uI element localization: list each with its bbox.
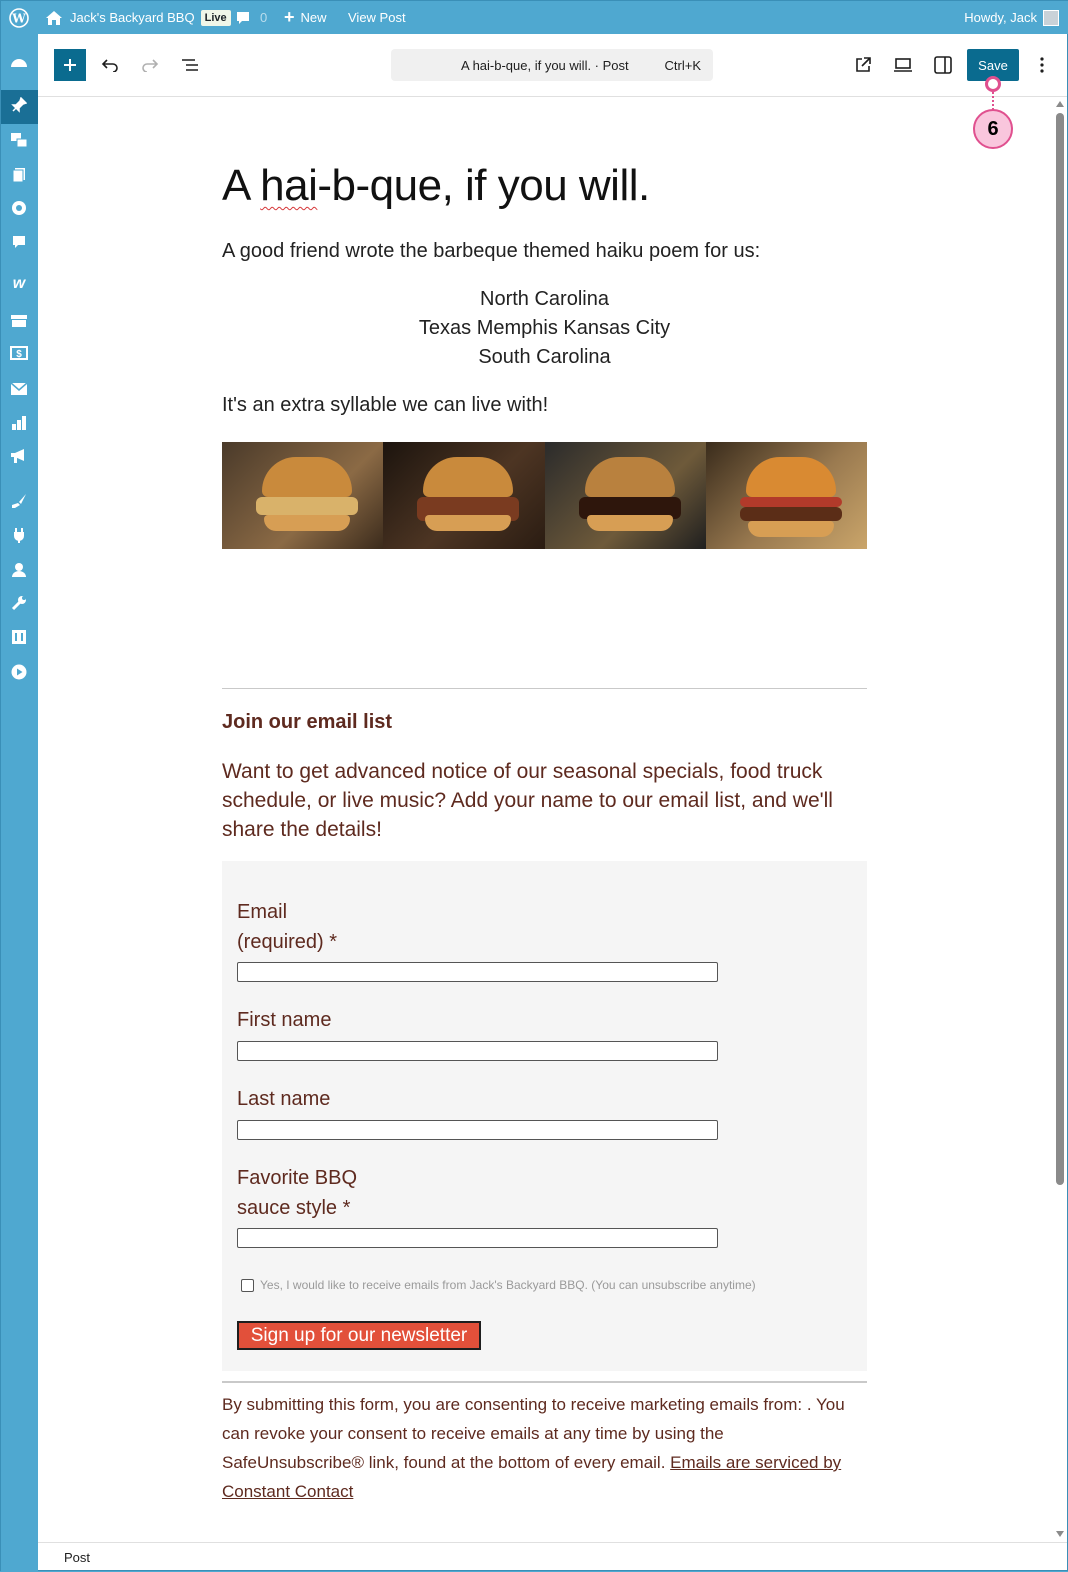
email-list-heading[interactable]: Join our email list [222, 711, 393, 733]
last-name-field[interactable] [237, 1120, 718, 1140]
editor-footer [38, 1542, 1067, 1570]
svg-text:$: $ [16, 349, 22, 360]
undo-icon [101, 58, 119, 72]
document-overview-button[interactable] [174, 49, 206, 81]
avatar [1043, 10, 1059, 26]
sauce-style-label [237, 1163, 437, 1223]
post-title[interactable] [222, 161, 650, 211]
email-icon[interactable] [9, 379, 29, 399]
external-link-icon [855, 57, 871, 73]
post-title-suffix: -b-que, if you will. [317, 161, 650, 210]
payments-icon[interactable] [9, 343, 29, 363]
pages-icon[interactable] [9, 165, 29, 185]
posts-icon[interactable] [9, 95, 29, 115]
scroll-thumb[interactable] [1056, 113, 1064, 1185]
block-editor [38, 34, 1067, 1570]
after-haiku-paragraph[interactable]: It's an extra syllable we can live with! [222, 394, 549, 416]
redo-icon [141, 58, 159, 72]
comment-bubble-icon [235, 10, 251, 26]
gallery-image-chicken-burger[interactable] [222, 442, 383, 549]
view-post-link[interactable]: View Post [348, 10, 406, 25]
first-name-field[interactable] [237, 1041, 718, 1061]
constant-contact-link[interactable]: Emails are serviced by Constant Contact [222, 1453, 842, 1501]
settings-icon[interactable] [9, 627, 29, 647]
view-post-button[interactable] [847, 49, 879, 81]
admin-bar [1, 1, 1068, 34]
plus-icon: + [284, 7, 295, 27]
more-vertical-icon [1040, 57, 1044, 73]
block-breadcrumb[interactable]: Post [64, 1550, 91, 1565]
comments-icon[interactable] [9, 232, 29, 252]
consent-checkbox-row [241, 1278, 756, 1292]
document-title: A hai-b-que, if you will. · Post [461, 58, 629, 73]
preview-button[interactable] [887, 49, 919, 81]
email-label-line-1: Email [237, 901, 288, 923]
desktop-icon [893, 58, 913, 72]
newsletter-form [222, 861, 867, 1371]
step-number-badge: 6 [973, 109, 1013, 149]
sauce-label-line-2: sauce style * [237, 1197, 351, 1219]
content-scrollbar[interactable] [1054, 97, 1066, 1542]
sauce-label-line-1: Favorite BBQ [237, 1167, 358, 1189]
save-button[interactable]: Save [967, 49, 1019, 81]
tools-icon[interactable] [9, 593, 29, 613]
wordpress-logo-icon[interactable] [9, 1, 31, 34]
scroll-down-arrow-icon[interactable] [1056, 1531, 1064, 1537]
form-bottom-separator [222, 1381, 867, 1383]
redo-button[interactable] [134, 49, 166, 81]
email-field[interactable] [237, 962, 718, 982]
editor-toolbar [38, 34, 1067, 97]
woocommerce-icon[interactable]: w [12, 275, 26, 292]
comments-link[interactable] [235, 1, 267, 34]
separator [222, 688, 867, 689]
list-view-icon [181, 58, 199, 72]
options-menu-button[interactable] [1026, 49, 1058, 81]
play-icon[interactable] [9, 662, 29, 682]
email-label-line-2: (required) * [237, 931, 338, 953]
svg-text:W: W [12, 11, 26, 25]
my-account-link[interactable] [964, 1, 1059, 34]
analytics-icon[interactable] [9, 413, 29, 433]
home-icon [45, 10, 63, 26]
gallery-image-bacon-burger[interactable] [706, 442, 867, 549]
settings-panel-button[interactable] [927, 49, 959, 81]
sauce-style-field[interactable] [237, 1228, 718, 1248]
plugins-icon[interactable] [9, 525, 29, 545]
greeting: Howdy, Jack [964, 10, 1037, 25]
keyboard-shortcut: Ctrl+K [664, 58, 701, 73]
jetpack-icon[interactable] [9, 198, 29, 218]
email-field-label [237, 897, 437, 957]
consent-checkbox[interactable] [241, 1279, 254, 1292]
haiku-line-1[interactable]: North Carolina [480, 288, 609, 310]
haiku-line-2[interactable]: Texas Memphis Kansas City [418, 317, 671, 339]
plus-icon [63, 58, 77, 72]
last-name-label: Last name [237, 1088, 331, 1110]
site-name-link[interactable] [45, 1, 231, 34]
dashboard-icon[interactable] [9, 51, 29, 71]
block-inserter-button[interactable] [54, 49, 86, 81]
marketing-icon[interactable] [9, 446, 29, 466]
users-icon[interactable] [9, 560, 29, 580]
appearance-icon[interactable] [9, 491, 29, 511]
step-marker-anchor [985, 76, 1001, 92]
haiku-line-3[interactable]: South Carolina [478, 346, 611, 368]
command-palette-bar[interactable] [391, 49, 713, 81]
sidebar-toggle-icon [934, 56, 952, 74]
new-label: New [300, 10, 327, 25]
site-name: Jack's Backyard BBQ [70, 10, 195, 25]
signup-button[interactable]: Sign up for our newsletter [237, 1321, 481, 1350]
live-badge: Live [201, 10, 231, 26]
misspelled-word: hai [260, 161, 318, 210]
email-list-description[interactable]: Want to get advanced notice of our seasonal specials, food truck schedule, or live music? Add your name to our email list, and we'll share the details! [222, 760, 833, 841]
image-gallery[interactable] [222, 442, 867, 549]
scroll-up-arrow-icon[interactable] [1056, 101, 1064, 107]
post-title-prefix: A [222, 161, 261, 210]
new-content-link[interactable] [284, 1, 327, 34]
gallery-image-bbq-burger[interactable] [545, 442, 706, 549]
media-icon[interactable] [9, 130, 29, 150]
consent-text: Yes, I would like to receive emails from Jack's Backyard BBQ. (You can unsubscribe anytime) [260, 1278, 756, 1292]
comments-count: 0 [260, 10, 268, 25]
intro-paragraph[interactable]: A good friend wrote the barbeque themed haiku poem for us: [222, 240, 761, 262]
consent-disclaimer [222, 1390, 862, 1506]
first-name-label: First name [237, 1009, 332, 1031]
gallery-image-pulled-pork[interactable] [383, 442, 544, 549]
disclaimer-text: By submitting this form, you are consenting to receive marketing emails from: . You can revoke your consent to receive emails at any time by using the SafeUnsubscribe® link, found at the bottom of every email. [222, 1395, 845, 1472]
archive-icon[interactable] [9, 311, 29, 331]
admin-sidebar [1, 34, 38, 1572]
undo-button[interactable] [94, 49, 126, 81]
